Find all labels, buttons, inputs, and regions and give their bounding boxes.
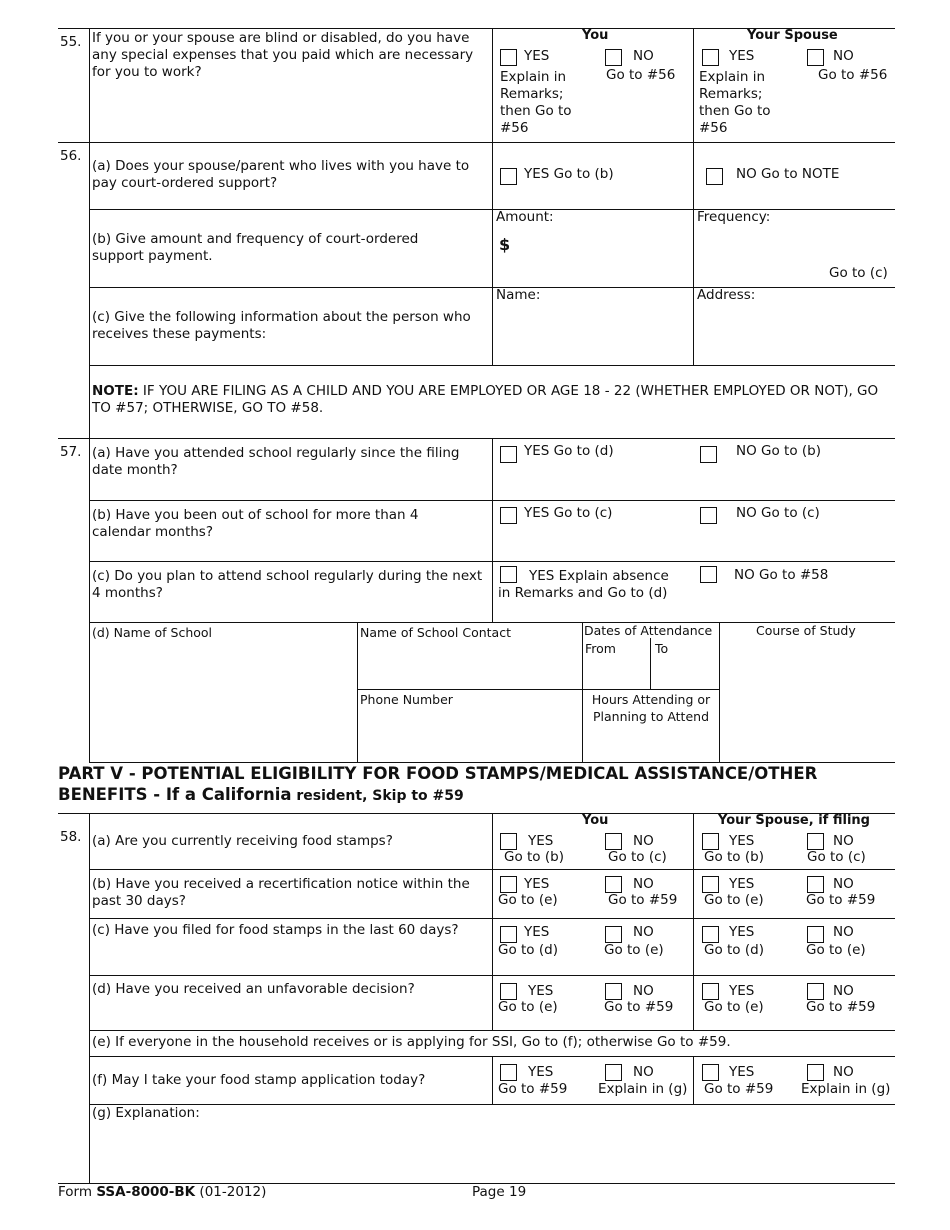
q55-you-no-label: NO bbox=[633, 48, 654, 64]
q58c-you-no-goto: Go to (e) bbox=[604, 942, 664, 958]
q57d-hours-field[interactable] bbox=[585, 726, 717, 759]
q58f-you-yes-checkbox[interactable] bbox=[500, 1064, 517, 1081]
q56b-frequency-label: Frequency: bbox=[697, 209, 771, 225]
q58c-you-yes-goto: Go to (d) bbox=[498, 942, 558, 958]
q58c-spouse-no-goto: Go to (e) bbox=[806, 942, 866, 958]
q58b-you-yes-label: YES bbox=[524, 876, 550, 892]
footer-page-number: Page 19 bbox=[472, 1184, 527, 1200]
q57b-yes-checkbox[interactable] bbox=[500, 507, 517, 524]
q57d-to-label: To bbox=[655, 641, 669, 656]
q56b-goto: Go to (c) bbox=[829, 265, 888, 281]
q57d-contact-label: Name of School Contact bbox=[360, 625, 511, 640]
q55-you-yes-label: YES bbox=[524, 48, 550, 64]
part-v-title bbox=[58, 763, 817, 807]
q57d-contact-field[interactable] bbox=[360, 642, 579, 687]
q55-spouse-yes-explain: Explain in Remarks; then Go to #56 bbox=[699, 69, 771, 136]
q58d-spouse-yes-checkbox[interactable] bbox=[702, 983, 719, 1000]
q55-question: If you or your spouse are blind or disabled, do you have any special expenses that you paid which are necessary for you to work? bbox=[92, 30, 474, 80]
q58d-spouse-no-checkbox[interactable] bbox=[807, 983, 824, 1000]
q58d-you-yes-goto: Go to (e) bbox=[498, 999, 558, 1015]
q57c-yes-label-line2: in Remarks and Go to (d) bbox=[498, 585, 668, 601]
q57c-yes-checkbox[interactable] bbox=[500, 566, 517, 583]
q55-you-yes-checkbox[interactable] bbox=[500, 49, 517, 66]
q58-you-header: You bbox=[582, 813, 609, 828]
q57d-course-field[interactable] bbox=[722, 640, 892, 759]
q58f-you-no-label: NO bbox=[633, 1064, 654, 1080]
q58c-question: (c) Have you filed for food stamps in the last 60 days? bbox=[92, 922, 459, 938]
q56-note-text: IF YOU ARE FILING AS A CHILD AND YOU ARE EMPLOYED OR AGE 18 - 22 (WHETHER EMPLOYED OR NOT), GO TO #57; OTHERWISE, GO TO #58. bbox=[92, 383, 879, 416]
q56a-question: (a) Does your spouse/parent who lives with you have to pay court-ordered support? bbox=[92, 158, 470, 191]
q57d-school-label: (d) Name of School bbox=[92, 625, 213, 640]
q58g-label: (g) Explanation: bbox=[92, 1105, 200, 1121]
q58b-you-yes-checkbox[interactable] bbox=[500, 876, 517, 893]
q55-you-yes-explain: Explain in Remarks; then Go to #56 bbox=[500, 69, 572, 136]
q57d-phone-label: Phone Number bbox=[360, 692, 453, 707]
q58c-spouse-no-label: NO bbox=[833, 924, 854, 940]
q58b-spouse-no-goto: Go to #59 bbox=[806, 892, 876, 908]
q58a-question: (a) Are you currently receiving food stamps? bbox=[92, 833, 393, 849]
q58d-question: (d) Have you received an unfavorable decision? bbox=[92, 981, 415, 997]
q57d-course-label: Course of Study bbox=[756, 623, 856, 638]
q58c-spouse-yes-checkbox[interactable] bbox=[702, 926, 719, 943]
q57b-yes-label: YES Go to (c) bbox=[524, 505, 613, 521]
q58a-spouse-no-checkbox[interactable] bbox=[807, 833, 824, 850]
q57d-hours-label: Hours Attending or Planning to Attend bbox=[591, 692, 711, 724]
q58f-question: (f) May I take your food stamp application today? bbox=[92, 1072, 426, 1088]
footer-form-number: SSA-8000-BK bbox=[96, 1184, 196, 1200]
q57a-no-checkbox[interactable] bbox=[700, 446, 717, 463]
q57c-no-checkbox[interactable] bbox=[700, 566, 717, 583]
q57c-question: (c) Do you plan to attend school regularly during the next 4 months? bbox=[92, 568, 483, 601]
q56a-yes-label: YES Go to (b) bbox=[524, 166, 614, 182]
q58d-you-no-goto: Go to #59 bbox=[604, 999, 674, 1015]
q57d-to-field[interactable] bbox=[653, 657, 717, 687]
q55-spouse-no-checkbox[interactable] bbox=[807, 49, 824, 66]
q57d-from-label: From bbox=[585, 641, 616, 656]
q57c-yes-label-line1: YES Explain absence bbox=[529, 568, 669, 584]
q58g-explanation-field[interactable] bbox=[92, 1124, 892, 1180]
q56-note-label: NOTE: bbox=[92, 383, 139, 399]
q58f-you-yes-label: YES bbox=[528, 1064, 554, 1080]
q58a-spouse-no-label: NO bbox=[833, 833, 854, 849]
q58a-you-no-goto: Go to (c) bbox=[608, 849, 667, 865]
q58f-spouse-yes-goto: Go to #59 bbox=[704, 1081, 774, 1097]
q55-spouse-header: Your Spouse bbox=[747, 28, 838, 43]
q55-spouse-no-label: NO bbox=[833, 48, 854, 64]
q57d-phone-field[interactable] bbox=[360, 709, 579, 759]
q57a-yes-label: YES Go to (d) bbox=[524, 443, 614, 459]
q56c-address-field[interactable] bbox=[697, 306, 892, 362]
part-v-title-line2a: BENEFITS - If a California bbox=[58, 785, 292, 804]
q58f-spouse-no-checkbox[interactable] bbox=[807, 1064, 824, 1081]
q58b-you-yes-goto: Go to (e) bbox=[498, 892, 558, 908]
q58b-spouse-yes-goto: Go to (e) bbox=[704, 892, 764, 908]
footer-form-id bbox=[58, 1184, 266, 1201]
q58c-you-yes-label: YES bbox=[524, 924, 550, 940]
q58a-spouse-yes-label: YES bbox=[729, 833, 755, 849]
q58d-spouse-yes-label: YES bbox=[729, 983, 755, 999]
q58d-you-yes-checkbox[interactable] bbox=[500, 983, 517, 1000]
q56b-amount-label: Amount: bbox=[496, 209, 554, 225]
q58b-you-no-goto: Go to #59 bbox=[608, 892, 678, 908]
q58d-you-yes-label: YES bbox=[528, 983, 554, 999]
q56c-name-label: Name: bbox=[496, 287, 541, 303]
q58-spouse-header: Your Spouse, if filing bbox=[718, 813, 870, 828]
q56-number: 56. bbox=[60, 148, 82, 164]
q57d-dates-label: Dates of Attendance bbox=[584, 623, 713, 638]
q58a-spouse-no-goto: Go to (c) bbox=[807, 849, 866, 865]
q58a-you-yes-label: YES bbox=[528, 833, 554, 849]
q58d-spouse-yes-goto: Go to (e) bbox=[704, 999, 764, 1015]
q58a-spouse-yes-goto: Go to (b) bbox=[704, 849, 764, 865]
q58d-you-no-checkbox[interactable] bbox=[605, 983, 622, 1000]
q56c-question: (c) Give the following information about the person who receives these payments: bbox=[92, 309, 471, 342]
q55-you-no-goto: Go to #56 bbox=[606, 67, 676, 83]
q58c-you-no-label: NO bbox=[633, 924, 654, 940]
q56b-frequency-field[interactable] bbox=[697, 228, 892, 262]
q57b-question: (b) Have you been out of school for more than 4 calendar months? bbox=[92, 507, 419, 540]
q57-number: 57. bbox=[60, 444, 82, 460]
q56a-no-label: NO Go to NOTE bbox=[736, 166, 840, 182]
q58b-spouse-no-checkbox[interactable] bbox=[807, 876, 824, 893]
q56c-address-label: Address: bbox=[697, 287, 756, 303]
q58a-you-yes-goto: Go to (b) bbox=[504, 849, 564, 865]
part-v-title-line2 bbox=[58, 784, 817, 807]
q56b-dollar-sign: $ bbox=[499, 235, 511, 254]
q58f-spouse-no-goto: Explain in (g) bbox=[801, 1081, 891, 1097]
q58d-you-no-label: NO bbox=[633, 983, 654, 999]
part-v-title-line1: PART V - POTENTIAL ELIGIBILITY FOR FOOD STAMPS/MEDICAL ASSISTANCE/OTHER bbox=[58, 764, 818, 783]
q58f-you-no-checkbox[interactable] bbox=[605, 1064, 622, 1081]
q57c-no-label: NO Go to #58 bbox=[734, 567, 829, 583]
footer-form-prefix: Form bbox=[58, 1184, 97, 1200]
q56-note bbox=[92, 383, 887, 417]
q58a-you-no-checkbox[interactable] bbox=[605, 833, 622, 850]
q55-number: 55. bbox=[60, 34, 82, 50]
q58a-you-yes-checkbox[interactable] bbox=[500, 833, 517, 850]
q57d-from-field[interactable] bbox=[584, 657, 648, 687]
q57b-no-label: NO Go to (c) bbox=[736, 505, 820, 521]
q55-spouse-yes-checkbox[interactable] bbox=[702, 49, 719, 66]
q55-you-no-checkbox[interactable] bbox=[605, 49, 622, 66]
q58f-you-yes-goto: Go to #59 bbox=[498, 1081, 568, 1097]
q55-you-header: You bbox=[582, 28, 609, 43]
q58a-spouse-yes-checkbox[interactable] bbox=[702, 833, 719, 850]
q58c-spouse-yes-goto: Go to (d) bbox=[704, 942, 764, 958]
q58f-spouse-yes-checkbox[interactable] bbox=[702, 1064, 719, 1081]
q58f-spouse-yes-label: YES bbox=[729, 1064, 755, 1080]
q57a-no-label: NO Go to (b) bbox=[736, 443, 821, 459]
q58f-spouse-no-label: NO bbox=[833, 1064, 854, 1080]
q56a-yes-checkbox[interactable] bbox=[500, 168, 517, 185]
q57a-yes-checkbox[interactable] bbox=[500, 446, 517, 463]
q55-spouse-yes-label: YES bbox=[729, 48, 755, 64]
footer-form-date: (01-2012) bbox=[195, 1184, 267, 1200]
q55-spouse-no-goto: Go to #56 bbox=[818, 67, 888, 83]
q58b-spouse-no-label: NO bbox=[833, 876, 854, 892]
q57a-question: (a) Have you attended school regularly since the filing date month? bbox=[92, 445, 460, 478]
q58b-spouse-yes-label: YES bbox=[729, 876, 755, 892]
q56b-amount-field[interactable] bbox=[512, 228, 690, 284]
q58b-you-no-label: NO bbox=[633, 876, 654, 892]
q56a-no-checkbox[interactable] bbox=[706, 168, 723, 185]
q58d-spouse-no-goto: Go to #59 bbox=[806, 999, 876, 1015]
q58f-you-no-goto: Explain in (g) bbox=[598, 1081, 688, 1097]
q57d-school-field[interactable] bbox=[92, 642, 354, 759]
q58a-you-no-label: NO bbox=[633, 833, 654, 849]
q58c-you-no-checkbox[interactable] bbox=[605, 926, 622, 943]
q58c-spouse-yes-label: YES bbox=[729, 924, 755, 940]
q58d-spouse-no-label: NO bbox=[833, 983, 854, 999]
q56b-question: (b) Give amount and frequency of court-ordered support payment. bbox=[92, 231, 419, 264]
q58b-you-no-checkbox[interactable] bbox=[605, 876, 622, 893]
q58b-spouse-yes-checkbox[interactable] bbox=[702, 876, 719, 893]
q58c-spouse-no-checkbox[interactable] bbox=[807, 926, 824, 943]
q57b-no-checkbox[interactable] bbox=[700, 507, 717, 524]
q58b-question: (b) Have you received a recertification notice within the past 30 days? bbox=[92, 876, 470, 909]
q56c-name-field[interactable] bbox=[496, 306, 690, 362]
q58-number: 58. bbox=[60, 829, 82, 845]
part-v-title-line2b: resident, Skip to #59 bbox=[291, 788, 464, 804]
q58e-instruction: (e) If everyone in the household receives or is applying for SSI, Go to (f); otherwise Go to #59. bbox=[92, 1034, 731, 1050]
q58c-you-yes-checkbox[interactable] bbox=[500, 926, 517, 943]
